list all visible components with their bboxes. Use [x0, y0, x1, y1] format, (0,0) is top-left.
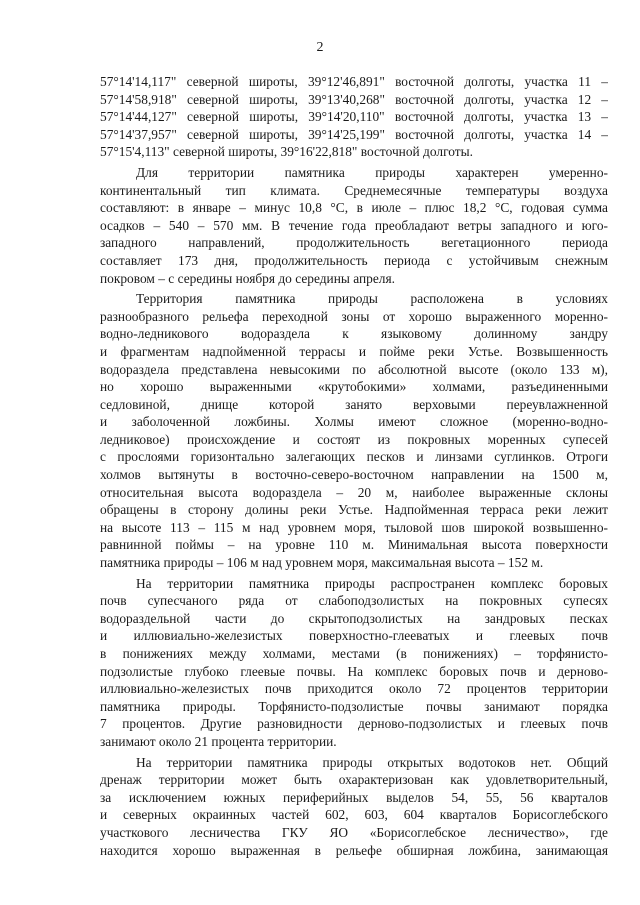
text-line: 57°14'14,117" северной широты, 39°12'46,891" восточной долготы, участка 11 – — [100, 74, 608, 89]
text-line: составляют: в январе – минус 10,8 °С, в июле – плюс 18,2 °С, годовая сумма — [100, 200, 608, 216]
text-line: но хорошо выраженными «крутобокими» холмами, разъединенными — [100, 379, 608, 395]
text-line: и иллювиально-железистых поверхностно-глееватых и глеевых почв — [100, 628, 608, 644]
text-line: разнообразного рельефа переходной зоны от хорошо выраженного моренно- — [100, 308, 608, 324]
text-line: покровом – с середины ноября до середины апреля. — [100, 270, 395, 286]
text-line: дренаж территории может быть охарактеризован как удовлетворительный, — [100, 772, 608, 788]
text-line: водораздела представлена невысокими по абсолютной высоте (около 133 м), — [100, 361, 608, 377]
text-line: западного направлений, продолжительность вегетационного периода — [100, 235, 608, 251]
text-line: На территории памятника природы распространен комплекс боровых — [136, 575, 608, 591]
text-line: на высоте 113 – 115 м над уровнем моря, тыловой шов широкой возвышенно- — [100, 519, 608, 535]
text-line: водораздельной части до скрытоподзолистых на зандровых песках — [100, 610, 608, 626]
text-line: иллювиально-железистых почв приходится около 72 процентов территории — [100, 681, 608, 697]
text-line: 57°14'58,918" северной широты, 39°13'40,268" восточной долготы, участка 12 – — [100, 91, 608, 107]
text-line: 57°14'37,957" северной широты, 39°14'25,199" восточной долготы, участка 14 – — [100, 126, 608, 142]
text-line: составляет 173 дня, продолжительность периода с устойчивым снежным — [100, 252, 608, 268]
paragraph — [100, 73, 608, 161]
text-line: ледниковое) происхождение и состоят из покровных моренных супесей — [100, 431, 608, 447]
text-line: находится хорошо выраженная в рельефе обширная ложбина, занимающая — [100, 842, 608, 858]
page-number: 2 — [316, 40, 324, 55]
text-line: и северных окраинных частей 602, 603, 604 кварталов Борисоглебского — [100, 807, 608, 823]
paragraph — [100, 754, 608, 860]
text-line: На территории памятника природы открытых водотоков нет. Общий — [136, 754, 608, 770]
text-line: с прослоями горизонтально залегающих песков и линзами суглинков. Отроги — [100, 449, 608, 465]
text-line: 7 процентов. Другие разновидности дерново-подзолистых и глеевых почв — [100, 716, 608, 732]
text-line: Территория памятника природы расположена в условиях — [136, 291, 608, 307]
text-line: подзолистые глубоко глеевые почвы. На комплекс боровых почв и дерново- — [100, 663, 608, 679]
paragraph — [100, 164, 608, 287]
text-line: холмов вытянуты в восточно-северо-восточном направлении на 1500 м, — [100, 467, 608, 483]
text-line: равнинной поймы – на уровне 110 м. Минимальная высота поверхности — [100, 537, 608, 553]
text-line: 57°15'4,113" северной широты, 39°16'22,818" восточной долготы. — [100, 144, 473, 160]
text-line: 57°14'44,127" северной широты, 39°14'20,110" восточной долготы, участка 13 – — [100, 109, 608, 125]
text-line: седловиной, днище которой занято верховыми переувлажненной — [100, 396, 608, 412]
text-line: почв супесчаного ряда от слабоподзолистых на покровных супесях — [100, 593, 608, 609]
text-line: континентальный тип климата. Среднемесячные температуры воздуха — [100, 182, 608, 198]
text-line: обращены в сторону долины реки Устье. Надпойменная терраса реки лежит — [100, 502, 608, 518]
text-line: относительная высота водораздела – 20 м, наиболее выраженные склоны — [100, 484, 608, 500]
text-line: участкового лесничества ГКУ ЯО «Борисоглебское лесничество», где — [100, 824, 608, 840]
text-line: памятника природы – 106 м над уровнем моря, максимальная высота – 152 м. — [100, 555, 544, 571]
text-line: Для территории памятника природы характерен умеренно- — [136, 164, 608, 180]
text-line: занимают около 21 процента территории. — [100, 733, 337, 749]
document-body — [100, 73, 608, 859]
text-line: водно-ледникового водораздела к языковому долинному зандру — [100, 326, 608, 342]
paragraph — [100, 575, 608, 751]
text-line: за исключением южных периферийных выделов 54, 55, 56 кварталов — [100, 789, 608, 805]
text-line: в понижениях между холмами, местами (в понижениях) – торфянисто- — [100, 646, 608, 661]
text-line: памятника природы. Торфянисто-подзолистые почвы занимают порядка — [100, 698, 608, 714]
text-line: и фрагментам надпойменной террасы и пойме реки Устье. Возвышенность — [100, 343, 608, 359]
text-line: осадков – 540 – 570 мм. В течение года преобладают ветры западного и юго- — [100, 217, 608, 233]
text-line: и заболоченной ложбины. Холмы имеют сложное (моренно-водно- — [100, 414, 608, 430]
paragraph — [100, 290, 608, 572]
